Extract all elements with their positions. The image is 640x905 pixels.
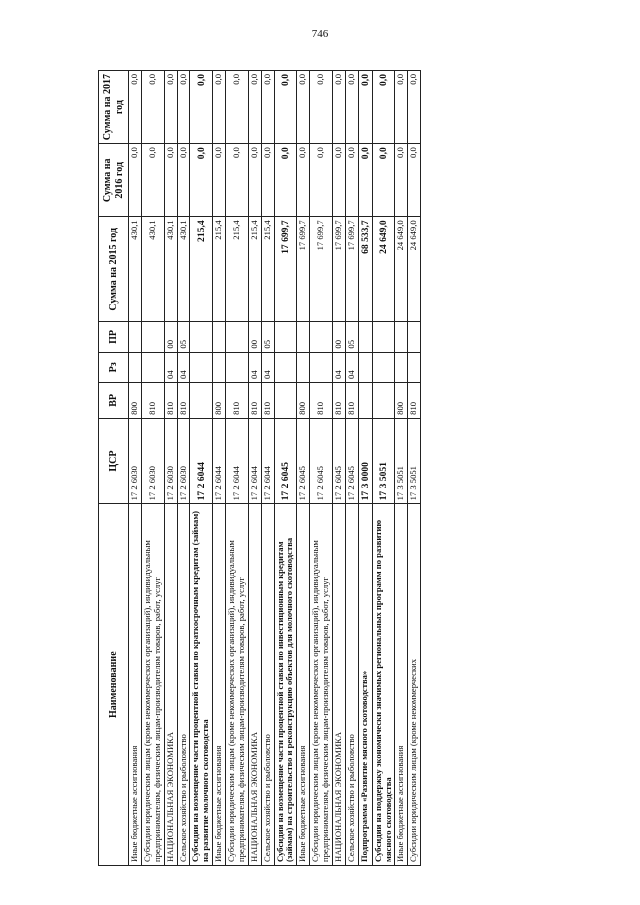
cell-name: Субсидии на поддержку экономически значимых региональных программ по развитию мясного скотоводства <box>372 504 395 866</box>
cell-sum-2016: 0,0 <box>177 144 190 217</box>
cell-sum-2016: 0,0 <box>248 144 261 217</box>
cell-sum-2015: 17 699,7 <box>297 217 310 322</box>
table-row <box>408 71 421 866</box>
cell-sum-2015: 430,1 <box>177 217 190 322</box>
cell-rz: 04 <box>345 352 358 382</box>
table-row <box>129 71 142 866</box>
cell-csr: 17 2 6044 <box>248 418 261 504</box>
cell-vr: 800 <box>395 382 408 418</box>
table-row <box>248 71 261 866</box>
cell-rz: 04 <box>261 352 274 382</box>
cell-sum-2017: 0,0 <box>261 71 274 144</box>
cell-sum-2016: 0,0 <box>297 144 310 217</box>
cell-sum-2016: 0,0 <box>395 144 408 217</box>
cell-csr: 17 3 0000 <box>358 418 372 504</box>
cell-sum-2017: 0,0 <box>274 71 297 144</box>
header-csr: ЦСР <box>99 418 129 504</box>
table-row <box>345 71 358 866</box>
cell-rz <box>297 352 310 382</box>
cell-sum-2017: 0,0 <box>164 71 177 144</box>
cell-sum-2017: 0,0 <box>213 71 226 144</box>
cell-vr <box>190 382 213 418</box>
cell-name: НАЦИОНАЛЬНАЯ ЭКОНОМИКА <box>248 504 261 866</box>
cell-name: Субсидии юридическим лицам (кроме некоммерческих организаций), индивидуальным предпринимателям, физическим лицам-производителям товаров, работ, услуг <box>226 504 249 866</box>
cell-sum-2015: 17 699,7 <box>274 217 297 322</box>
cell-pr <box>213 322 226 352</box>
cell-rz: 04 <box>164 352 177 382</box>
cell-vr: 810 <box>310 382 333 418</box>
cell-csr: 17 2 6045 <box>345 418 358 504</box>
cell-rz <box>358 352 372 382</box>
cell-csr: 17 2 6045 <box>274 418 297 504</box>
cell-pr <box>408 322 421 352</box>
table-row <box>164 71 177 866</box>
cell-sum-2015: 215,4 <box>213 217 226 322</box>
cell-rz <box>226 352 249 382</box>
cell-rz <box>141 352 164 382</box>
table-row <box>274 71 297 866</box>
table-row <box>141 71 164 866</box>
header-name: Наименование <box>99 504 129 866</box>
cell-sum-2015: 215,4 <box>190 217 213 322</box>
cell-rz <box>408 352 421 382</box>
cell-pr <box>226 322 249 352</box>
cell-sum-2017: 0,0 <box>408 71 421 144</box>
cell-sum-2016: 0,0 <box>310 144 333 217</box>
budget-table <box>98 70 421 866</box>
cell-sum-2017: 0,0 <box>129 71 142 144</box>
cell-name: Субсидии на возмещение части процентной ставки по краткосрочным кредитам (займам) на развитие молочного скотоводства <box>190 504 213 866</box>
cell-vr <box>372 382 395 418</box>
cell-csr: 17 2 6044 <box>190 418 213 504</box>
cell-csr: 17 2 6045 <box>297 418 310 504</box>
cell-sum-2017: 0,0 <box>395 71 408 144</box>
cell-sum-2016: 0,0 <box>190 144 213 217</box>
cell-pr <box>395 322 408 352</box>
budget-table-container <box>98 70 561 866</box>
cell-pr <box>297 322 310 352</box>
table-row <box>226 71 249 866</box>
header-pr: ПР <box>99 322 129 352</box>
table-row <box>261 71 274 866</box>
cell-csr: 17 3 5051 <box>408 418 421 504</box>
cell-sum-2015: 24 649,0 <box>372 217 395 322</box>
cell-name: НАЦИОНАЛЬНАЯ ЭКОНОМИКА <box>164 504 177 866</box>
cell-rz <box>310 352 333 382</box>
table-row <box>213 71 226 866</box>
cell-pr: 00 <box>248 322 261 352</box>
cell-name: Субсидии юридическим лицам (кроме некоммерческих организаций), индивидуальным предпринимателям, физическим лицам-производителям товаров, работ, услуг <box>141 504 164 866</box>
cell-name: Подпрограмма «Развитие мясного скотоводства» <box>358 504 372 866</box>
cell-vr: 810 <box>177 382 190 418</box>
table-row <box>332 71 345 866</box>
cell-pr <box>190 322 213 352</box>
cell-pr <box>129 322 142 352</box>
cell-vr: 810 <box>408 382 421 418</box>
cell-sum-2017: 0,0 <box>177 71 190 144</box>
cell-sum-2015: 430,1 <box>129 217 142 322</box>
cell-sum-2016: 0,0 <box>261 144 274 217</box>
cell-rz: 04 <box>177 352 190 382</box>
cell-sum-2016: 0,0 <box>372 144 395 217</box>
header-sum-2015: Сумма на 2015 год <box>99 217 129 322</box>
cell-csr: 17 2 6030 <box>177 418 190 504</box>
cell-pr: 05 <box>261 322 274 352</box>
cell-csr: 17 2 6045 <box>310 418 333 504</box>
cell-vr: 810 <box>261 382 274 418</box>
cell-sum-2016: 0,0 <box>141 144 164 217</box>
cell-name: Субсидии на возмещение части процентной ставки по инвестиционным кредитам (займам) на строительство и реконструкцию объектов для молочного скотоводства <box>274 504 297 866</box>
cell-vr: 810 <box>248 382 261 418</box>
cell-pr <box>358 322 372 352</box>
cell-csr: 17 2 6044 <box>226 418 249 504</box>
cell-sum-2017: 0,0 <box>345 71 358 144</box>
cell-sum-2015: 430,1 <box>141 217 164 322</box>
cell-name: Иные бюджетные ассигнования <box>395 504 408 866</box>
cell-sum-2015: 215,4 <box>261 217 274 322</box>
cell-vr: 810 <box>345 382 358 418</box>
cell-pr <box>141 322 164 352</box>
header-sum-2016: Сумма на 2016 год <box>99 144 129 217</box>
cell-sum-2017: 0,0 <box>248 71 261 144</box>
cell-name: Иные бюджетные ассигнования <box>213 504 226 866</box>
cell-pr: 05 <box>177 322 190 352</box>
cell-csr: 17 3 5051 <box>395 418 408 504</box>
header-sum-2017: Сумма на 2017 год <box>99 71 129 144</box>
cell-rz <box>190 352 213 382</box>
cell-pr: 00 <box>164 322 177 352</box>
cell-name: Сельское хозяйство и рыболовство <box>261 504 274 866</box>
cell-sum-2015: 215,4 <box>248 217 261 322</box>
cell-csr: 17 2 6030 <box>141 418 164 504</box>
cell-vr: 810 <box>332 382 345 418</box>
cell-vr: 810 <box>164 382 177 418</box>
cell-sum-2016: 0,0 <box>274 144 297 217</box>
cell-sum-2016: 0,0 <box>129 144 142 217</box>
cell-vr: 800 <box>129 382 142 418</box>
cell-pr <box>274 322 297 352</box>
header-rz: Рз <box>99 352 129 382</box>
cell-csr: 17 2 6044 <box>261 418 274 504</box>
cell-csr: 17 3 5051 <box>372 418 395 504</box>
cell-sum-2017: 0,0 <box>310 71 333 144</box>
table-row <box>190 71 213 866</box>
cell-rz <box>213 352 226 382</box>
cell-name: Иные бюджетные ассигнования <box>297 504 310 866</box>
cell-rz <box>395 352 408 382</box>
cell-name: Субсидии юридическим лицам (кроме некоммерческих организаций), индивидуальным предпринимателям, физическим лицам-производителям товаров, работ, услуг <box>310 504 333 866</box>
cell-rz <box>129 352 142 382</box>
table-header-row <box>99 71 129 866</box>
cell-pr <box>372 322 395 352</box>
cell-csr: 17 2 6045 <box>332 418 345 504</box>
cell-sum-2016: 0,0 <box>358 144 372 217</box>
table-row <box>177 71 190 866</box>
cell-csr: 17 2 6044 <box>213 418 226 504</box>
cell-sum-2015: 24 649,0 <box>408 217 421 322</box>
cell-sum-2017: 0,0 <box>297 71 310 144</box>
table-row <box>372 71 395 866</box>
cell-csr: 17 2 6030 <box>129 418 142 504</box>
cell-sum-2015: 215,4 <box>226 217 249 322</box>
cell-name: Субсидии юридическим лицам (кроме некоммерческих <box>408 504 421 866</box>
header-vr: ВР <box>99 382 129 418</box>
cell-sum-2017: 0,0 <box>226 71 249 144</box>
cell-vr: 810 <box>226 382 249 418</box>
table-row <box>310 71 333 866</box>
cell-rz <box>372 352 395 382</box>
cell-rz: 04 <box>248 352 261 382</box>
cell-pr <box>310 322 333 352</box>
cell-sum-2017: 0,0 <box>372 71 395 144</box>
cell-sum-2015: 17 699,7 <box>345 217 358 322</box>
cell-sum-2015: 17 699,7 <box>310 217 333 322</box>
cell-sum-2016: 0,0 <box>332 144 345 217</box>
cell-vr <box>358 382 372 418</box>
cell-sum-2015: 430,1 <box>164 217 177 322</box>
cell-sum-2015: 17 699,7 <box>332 217 345 322</box>
cell-sum-2016: 0,0 <box>226 144 249 217</box>
cell-sum-2016: 0,0 <box>345 144 358 217</box>
cell-name: Иные бюджетные ассигнования <box>129 504 142 866</box>
cell-rz <box>274 352 297 382</box>
cell-name: Сельское хозяйство и рыболовство <box>345 504 358 866</box>
cell-vr <box>274 382 297 418</box>
cell-sum-2015: 24 649,0 <box>395 217 408 322</box>
cell-sum-2017: 0,0 <box>332 71 345 144</box>
cell-pr: 00 <box>332 322 345 352</box>
table-body <box>129 71 421 866</box>
cell-sum-2016: 0,0 <box>213 144 226 217</box>
cell-sum-2015: 68 533,7 <box>358 217 372 322</box>
cell-sum-2017: 0,0 <box>358 71 372 144</box>
table-row <box>297 71 310 866</box>
table-row <box>358 71 372 866</box>
cell-vr: 800 <box>213 382 226 418</box>
cell-sum-2016: 0,0 <box>164 144 177 217</box>
cell-sum-2016: 0,0 <box>408 144 421 217</box>
cell-pr: 05 <box>345 322 358 352</box>
cell-rz: 04 <box>332 352 345 382</box>
cell-sum-2017: 0,0 <box>141 71 164 144</box>
cell-vr: 800 <box>297 382 310 418</box>
cell-sum-2017: 0,0 <box>190 71 213 144</box>
cell-name: НАЦИОНАЛЬНАЯ ЭКОНОМИКА <box>332 504 345 866</box>
cell-csr: 17 2 6030 <box>164 418 177 504</box>
cell-vr: 810 <box>141 382 164 418</box>
cell-name: Сельское хозяйство и рыболовство <box>177 504 190 866</box>
page-number: 746 <box>311 28 329 40</box>
table-row <box>395 71 408 866</box>
